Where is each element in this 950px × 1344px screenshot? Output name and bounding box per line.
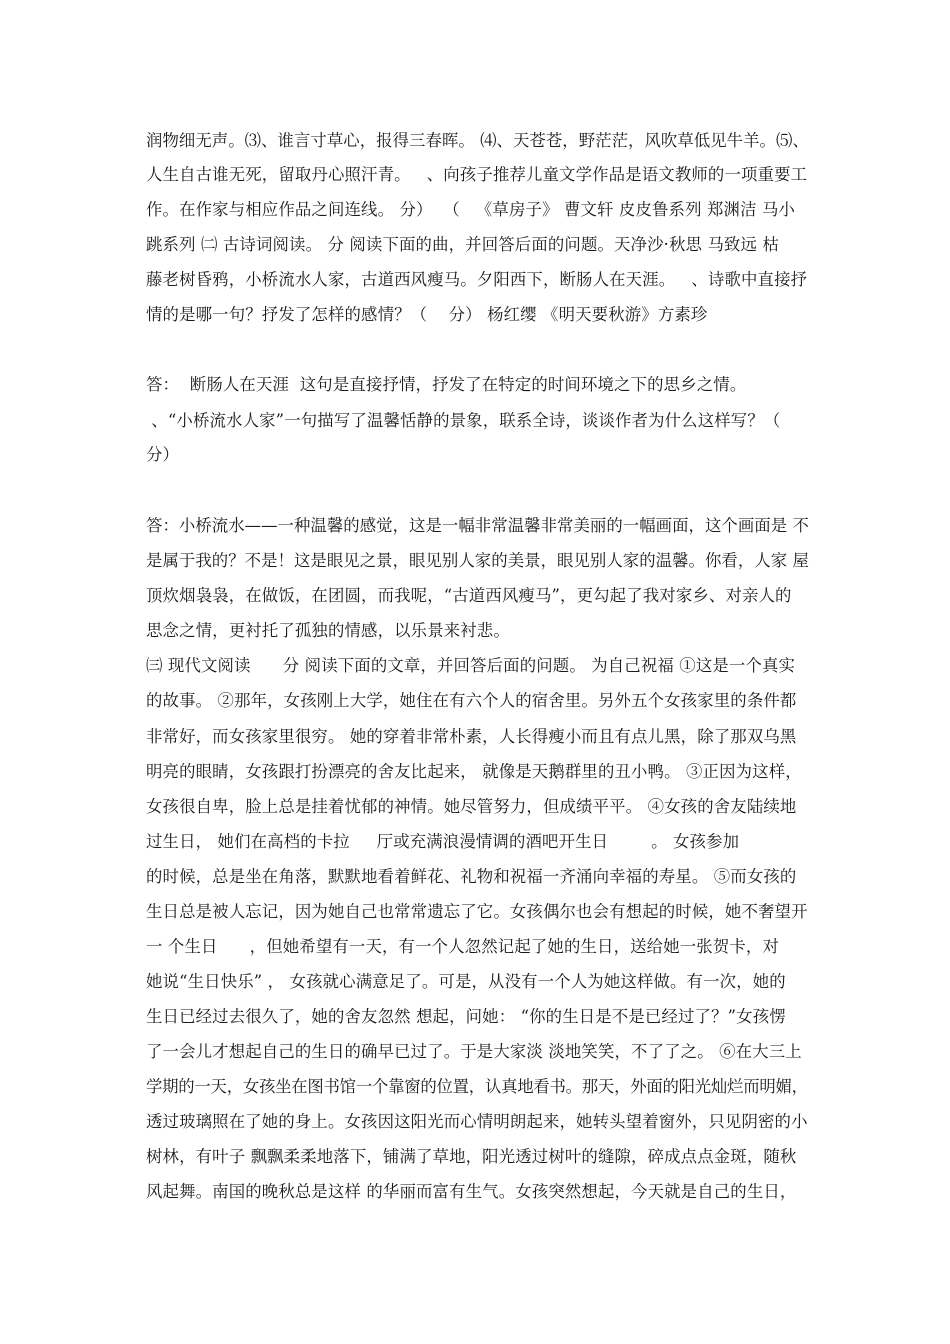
text-line: 生日总是被人忘记，因为她自己也常常遗忘了它。女孩偶尔也会有想起的时候，她不奢望开 (146, 902, 808, 921)
text-line: 树林，有叶子 飘飘柔柔地落下，铺满了草地，阳光透过树叶的缝隙，碎成点点金斑，随秋 (146, 1147, 797, 1166)
text-line: 人生自古谁无死，留取丹心照汗青。 、向孩子推荐儿童文学作品是语文教师的一项重要工 (146, 165, 808, 184)
text-line: 生日已经过去很久了，她的舍友忽然 想起，问她： “你的生日是不是已经过了？”女孩愣 (146, 1007, 786, 1026)
text-line: 明亮的眼睛，女孩跟打扮漂亮的舍友比起来， 就像是天鹅群里的丑小鸭。 ③正因为这样， (146, 762, 802, 781)
text-line: 她说“生日快乐” ， 女孩就心满意足了。可是，从没有一个人为她这样做。有一次，她的 (146, 972, 786, 991)
text-line: 是属于我的？不是！这是眼见之景，眼见别人家的美景，眼见别人家的温馨。你看，人家 屋 (146, 551, 809, 570)
text-line: 透过玻璃照在了她的身上。女孩因这阳光而心情明朗起来，她转头望着窗外，只见阴密的小 (146, 1112, 808, 1131)
text-line: 藤老树昏鸦，小桥流水人家，古道西风瘦马。夕阳西下，断肠人在天涯。 、诗歌中直接抒 (146, 270, 808, 289)
text-line: 润物细无声。⑶、谁言寸草心，报得三春晖。 ⑷、天苍苍，野茫茫，风吹草低见牛羊。⑸、 (146, 131, 809, 150)
answer-line: 答：小桥流水——一种温馨的感觉，这是一幅非常温馨非常美丽的一幅画面，这个画面是 不 (146, 516, 809, 535)
text-line: 思念之情，更衬托了孤独的情感，以乐景来衬悲。 (146, 621, 510, 640)
text-line: 风起舞。南国的晚秋总是这样 的华丽而富有生气。女孩突然想起，今天就是自己的生日， (146, 1182, 797, 1201)
text-line: 跳系列 ㈡ 古诗词阅读。 分 阅读下面的曲，并回答后面的问题。天净沙·秋思 马致远 枯 (146, 235, 779, 254)
question-line: 分） (146, 445, 180, 464)
text-line: 非常好，而女孩家里很穷。 她的穿着非常朴素，人长得瘦小而且有点儿黑，除了那双乌黑 (146, 727, 797, 746)
text-line: 一 个生日 ，但她希望有一天，有一个人忽然记起了她的生日，送给她一张贺卡，对 (146, 937, 779, 956)
text-line: 的时候，总是坐在角落，默默地看着鲜花、礼物和祝福一齐涌向幸福的寿星。 ⑤而女孩的 (146, 867, 797, 886)
text-line: 学期的一天，女孩坐在图书馆一个靠窗的位置，认真地看书。那天，外面的阳光灿烂而明媚， (146, 1077, 808, 1096)
text-line: 顶炊烟袅袅，在做饭，在团圆，而我呢，“古道西风瘦马”，更勾起了我对家乡、对亲人的 (146, 586, 792, 605)
answer-line: 答： 断肠人在天涯 这句是直接抒情，抒发了在特定的时间环境之下的思乡之情。 (146, 375, 747, 394)
text-line: 女孩很自卑，脸上总是挂着忧郁的神情。她尽管努力，但成绩平平。 ④女孩的舍友陆续地 (146, 797, 797, 816)
text-line: 过生日， 她们在高档的卡拉 厅或充满浪漫情调的酒吧开生日 。 女孩参加 (146, 832, 740, 851)
text-line: 了一会儿才想起自己的生日的确早已过了。于是大家淡 淡地笑笑，不了了之。 ⑥在大三上 (146, 1042, 802, 1061)
text-line: 作。在作家与相应作品之间连线。 分） （ 《草房子》 曹文轩 皮皮鲁系列 郑渊洁 马小 (146, 200, 796, 219)
text-line: 情的是哪一句？抒发了怎样的感情？（ 分） 杨红缨 《明天要秋游》方素珍 (146, 305, 708, 324)
text-line: 的故事。 ②那年，女孩刚上大学，她住在有六个人的宿舍里。另外五个女孩家里的条件都 (146, 691, 797, 710)
question-line: 、“小桥流水人家”一句描写了温馨恬静的景象，联系全诗，谈谈作者为什么这样写？（ (146, 411, 781, 430)
section-heading-line: ㈢ 现代文阅读 分 阅读下面的文章，并回答后面的问题。 为自己祝福 ①这是一个真实 (146, 656, 796, 675)
